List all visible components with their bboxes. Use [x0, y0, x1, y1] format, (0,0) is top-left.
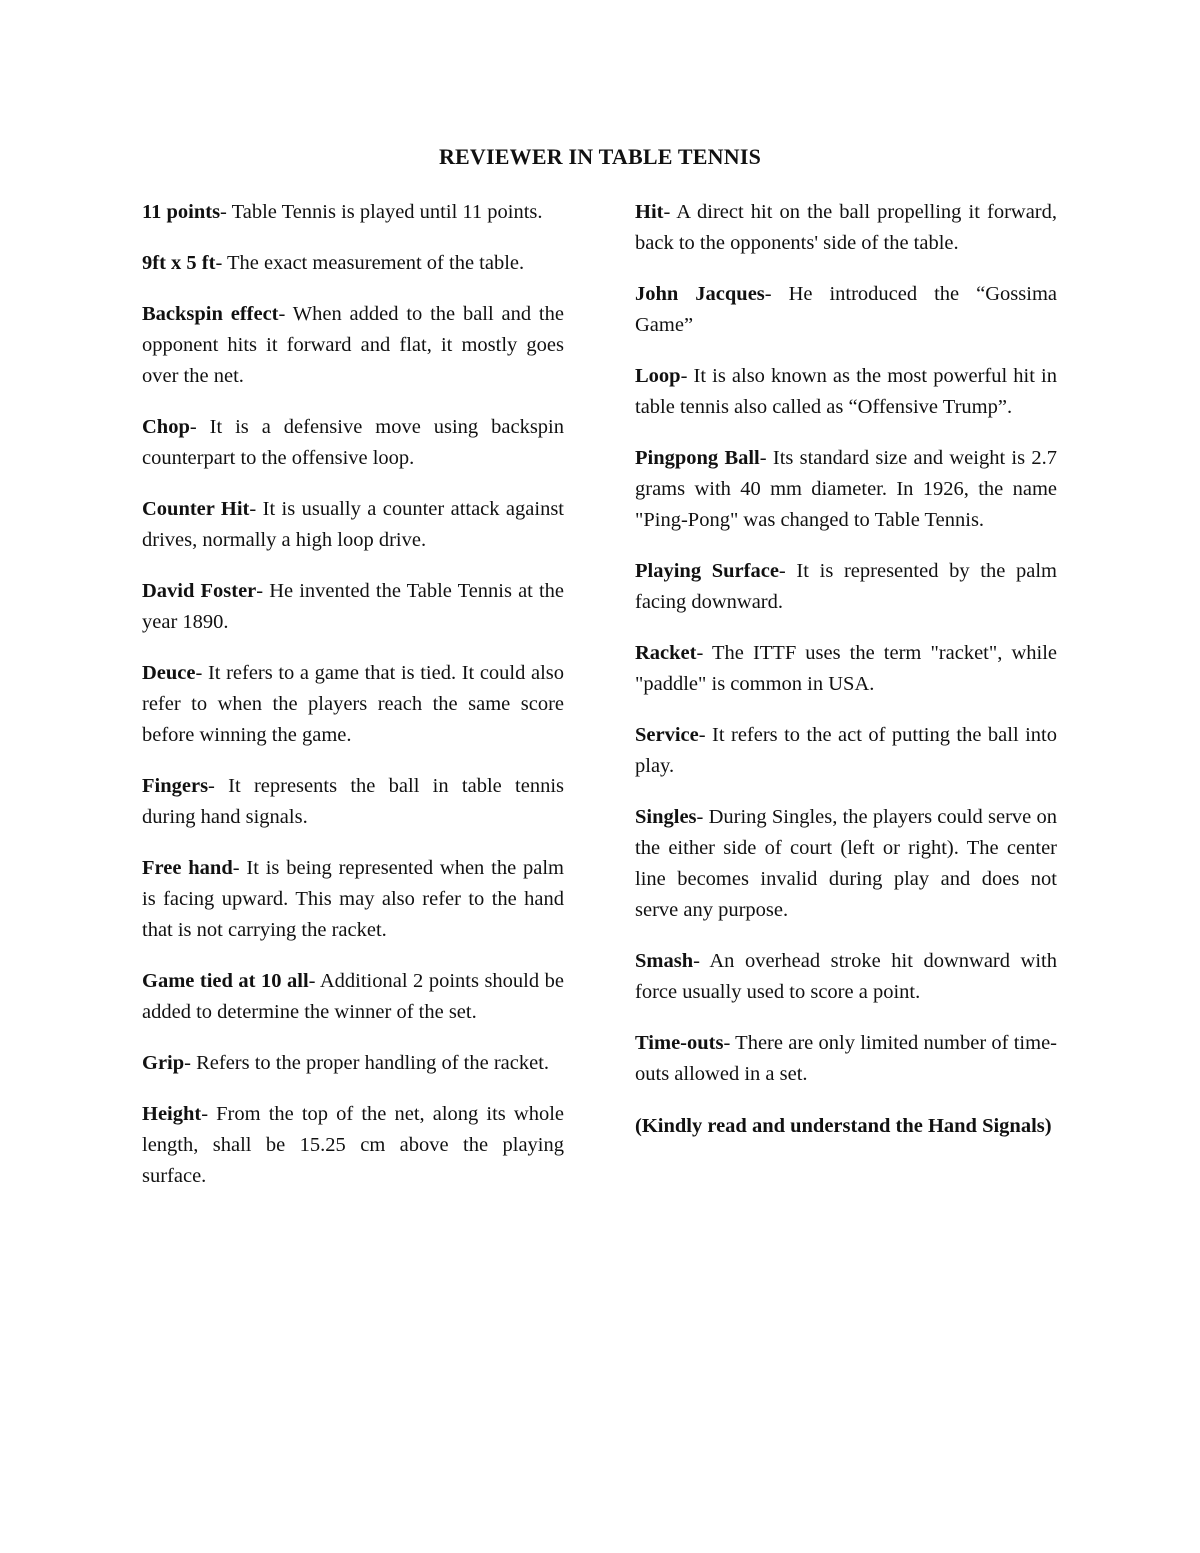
entry-definition: - Refers to the proper handling of the racket.	[184, 1052, 550, 1074]
glossary-entry	[635, 720, 1057, 782]
entry-definition: - When added to the ball and the opponent hits it forward and flat, it mostly goes over the net.	[142, 303, 564, 387]
right-column	[635, 197, 1057, 1162]
entry-term: John Jacques	[635, 283, 765, 305]
glossary-entry	[635, 197, 1057, 259]
glossary-entry	[142, 299, 564, 392]
glossary-entry	[635, 638, 1057, 700]
glossary-entry	[635, 443, 1057, 536]
entry-definition: - He introduced the “Gossima Game”	[635, 283, 1057, 336]
glossary-entry	[142, 494, 564, 556]
entry-term: 9ft x 5 ft	[142, 252, 216, 274]
entry-definition: - It is being represented when the palm is facing upward. This may also refer to the hand that is not carrying the racket.	[142, 857, 564, 941]
entry-term: Hit	[635, 201, 664, 223]
entry-term: Backspin effect	[142, 303, 279, 325]
glossary-entry	[142, 1099, 564, 1192]
entry-definition: - A direct hit on the ball propelling it forward, back to the opponents' side of the table.	[635, 201, 1057, 254]
entry-definition: - It is usually a counter attack against drives, normally a high loop drive.	[142, 498, 564, 551]
glossary-entry	[142, 248, 564, 279]
entry-term: Loop	[635, 365, 681, 387]
entry-term: Racket	[635, 642, 697, 664]
entry-definition: - It represents the ball in table tennis during hand signals.	[142, 775, 564, 828]
entry-term: Chop	[142, 416, 190, 438]
glossary-entry	[635, 556, 1057, 618]
entry-term: Height	[142, 1103, 202, 1125]
glossary-entry	[142, 1048, 564, 1079]
glossary-entry	[635, 946, 1057, 1008]
entry-definition: - Table Tennis is played until 11 points.	[220, 201, 543, 223]
glossary-entry	[635, 1028, 1057, 1090]
glossary-entry	[142, 412, 564, 474]
entry-definition: - The exact measurement of the table.	[215, 252, 525, 274]
entry-term: David Foster	[142, 580, 257, 602]
entry-definition: - It is a defensive move using backspin counterpart to the offensive loop.	[142, 416, 564, 469]
entry-term: Deuce	[142, 662, 196, 684]
entry-term: Game tied at 10 all	[142, 970, 309, 992]
entry-definition: - From the top of the net, along its whole length, shall be 15.25 cm above the playing surface.	[142, 1103, 564, 1187]
entry-definition: - He invented the Table Tennis at the year 1890.	[142, 580, 564, 633]
entry-definition: - It refers to the act of putting the ball into play.	[635, 724, 1057, 777]
entry-term: Fingers	[142, 775, 209, 797]
glossary-entry	[142, 576, 564, 638]
entry-definition: - Its standard size and weight is 2.7 grams with 40 mm diameter. In 1926, the name "Ping-Pong" was changed to Table Tennis.	[635, 447, 1057, 531]
entry-term: Pingpong Ball	[635, 447, 760, 469]
entry-term: Grip	[142, 1052, 185, 1074]
entry-term: Service	[635, 724, 699, 746]
entry-term: Playing Surface	[635, 560, 779, 582]
entry-definition: - The ITTF uses the term "racket", while "paddle" is common in USA.	[635, 642, 1057, 695]
entry-definition: - It refers to a game that is tied. It could also refer to when the players reach the same score before winning the game.	[142, 662, 564, 746]
entry-term: Time-outs	[635, 1032, 724, 1054]
glossary-entry	[635, 802, 1057, 926]
left-column	[142, 197, 564, 1212]
page-title: REVIEWER IN TABLE TENNIS	[438, 144, 762, 169]
entry-definition: - An overhead stroke hit downward with force usually used to score a point.	[635, 950, 1057, 1003]
entry-definition: - It is also known as the most powerful hit in table tennis also called as “Offensive Trump”.	[635, 365, 1057, 418]
glossary-entry	[142, 966, 564, 1028]
entry-definition: - Additional 2 points should be added to determine the winner of the set.	[142, 970, 564, 1023]
glossary-entry	[142, 771, 564, 833]
glossary-entry	[142, 853, 564, 946]
glossary-entry	[635, 279, 1057, 341]
glossary-entry	[142, 197, 564, 228]
entry-term: Free hand	[142, 857, 233, 879]
entry-term: 11 points	[142, 201, 221, 223]
entry-definition: - There are only limited number of time-outs allowed in a set.	[635, 1032, 1057, 1085]
glossary-entry	[635, 361, 1057, 423]
entry-definition: - During Singles, the players could serve on the either side of court (left or right). The center line becomes invalid during play and does not serve any purpose.	[635, 806, 1057, 921]
entry-term: Smash	[635, 950, 694, 972]
glossary-entry	[142, 658, 564, 751]
entry-term: Counter Hit	[142, 498, 250, 520]
closing-note: (Kindly read and understand the Hand Signals)	[635, 1114, 1052, 1137]
entry-definition: - It is represented by the palm facing downward.	[635, 560, 1057, 613]
entry-term: Singles	[635, 806, 697, 828]
